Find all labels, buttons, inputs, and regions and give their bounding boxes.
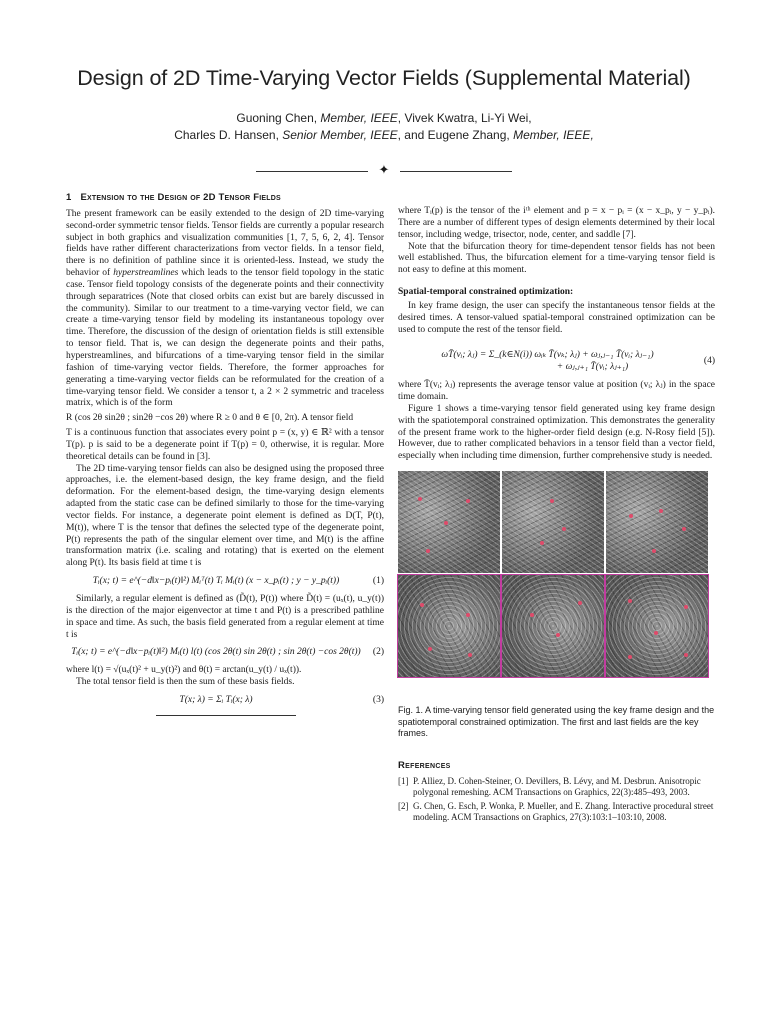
degenerate-point-marker [684,653,688,657]
degenerate-point-marker [578,601,582,605]
figure-caption: Fig. 1. A time-varying tensor field generated using the key frame design and the spatiotemporal constrained optimization. The first and last fields are the key frames. [398,705,715,739]
degenerate-point-marker [628,655,632,659]
tensor-field-figure [398,471,715,677]
section-paragraph: Figure 1 shows a time-varying tensor field generated using key frame design with the spatiotemporal constrained optimization. This demonstrates the generality of the present frame work to the higher-order field design (e.g. N-Rosy field [5]). However, due to rather complicated behaviors in a tensor field than a vector field, especially when including time dimension, further comprehensive study is needed. [398,403,715,462]
singularity-markers [398,471,500,573]
section-paragraph: The total tensor field is then the sum of these basis fields. [76,677,295,688]
field-frame-2 [502,471,604,573]
degenerate-point-marker [652,549,656,553]
degenerate-point-marker [428,647,432,651]
degenerate-point-marker [562,527,566,531]
reference-number: [1] [398,776,409,787]
singularity-markers [502,575,604,677]
degenerate-point-marker [682,527,686,531]
matrix-line: R (cos 2θ sin2θ ; sin2θ −cos 2θ) where R ≥ 0 and θ ∈ [0, 2π). A tensor field [66,413,354,424]
reference-text: P. Alliez, D. Cohen-Steiner, O. Devillers, B. Lévy, and M. Desbrun. Anisotropic polygonal remeshing. ACM Transactions on Graphics, 22(3):485–493, 2003. [413,776,701,798]
divider-line-right [400,171,512,172]
singularity-markers [606,575,708,677]
equation-4: ωT̄(vᵢ; λⱼ) = Σ_(k∈N(i)) ωᵢₖ T̄(vₖ; λⱼ) + ωⱼ,ⱼ₋₁ T̄(vᵢ; λⱼ₋₁) + ωⱼ,ⱼ₊₁ T̄(vᵢ; λⱼ₊₁) (4) [441,350,715,373]
section-paragraph: Similarly, a regular element is defined as (D̃(t), P(t)) where D̃(t) = (uₓ(t), u_y(t)) is the direction of the major eigenvector at time t and P(t) is a prescribed pathline in space and time. As such, the basis field generated from a regular element at time t is [66,594,384,640]
section-heading: 1 Extension to the Design of 2D Tensor Fields [66,192,281,203]
equation-3: T(x; λ) = Σᵢ Tᵢ(x; λ) (3) [179,694,384,705]
section-paragraph: The present framework can be easily extended to the design of 2D time-varying second-order symmetric tensor fields. Tensor fields are currently a popular research subject in both graphics and visualization communities [1, 7, 5, 6, 2, 4]. Tensor fields have rather different characterizations from vector fields. In a tensor field, there is no definition of pathline since it is oriented-less. Instead, we study the behavior of hyperstreamlines which leads to the tensor field topology in the static case. Tensor field topology consists of the degenerate points and their connectivity through separatrices (Note that closed orbits can exist but are barely discussed in the community). Similar to our treatment to a time-varying vector field, we can create a time-varying tensor field by modeling its instantaneous topology over time. Therefore, the discussion of the design of orientation fields is still extensible to tensor field. That is, we can design the degenerate points and their paths, hyperstreamlines, and bifurcations of a time-varying tensor field in the similar fashion of time-varying vector fields. Therefore, the former approaches for generating a time-varying vector fields can be reformulated for the creation of a time-varying tensor field. We consider a tensor t, a 2 × 2 symmetric and traceless matrix, which is of the form [66,208,384,409]
field-frame-6 [606,575,708,677]
singularity-markers [398,575,500,677]
degenerate-point-marker [468,653,472,657]
field-frame-1 [398,471,500,573]
reference-item [398,776,715,798]
section-paragraph: where l(t) = √(uₓ(t)² + u_y(t)²) and θ(t) = arctan(u_y(t) / uₓ(t)). [66,665,302,676]
degenerate-point-marker [540,541,544,545]
reference-text: G. Chen, G. Esch, P. Wonka, P. Mueller, and E. Zhang. Interactive procedural street modeling. ACM Transactions on Graphics, 27(3):103:1–103:10, 2008. [413,801,714,823]
left-column [66,192,384,716]
divider-line-left [256,171,368,172]
section-paragraph: The 2D time-varying tensor fields can also be designed using the proposed three approaches, i.e. the element-based design, the key frame design, and the field deformation. For the element-based design, the time-varying design elements adapted from the static case can be defined similarly to those for the time-varying vector fields. For instance, a degenerate point element is defined as D(T, P(t), M(t)), where T is the tensor that defines the selected type of the degenerate point, P(t) represents the path of the singular element over time, and M(t) is the affine transformation matrix (i.e. scaling and rotating) that is exerted on the element along P(t). Its basis field at time t is [66,463,384,569]
equation-1: Tᵢ(x; t) = e^(−d‖x−pᵢ(t)‖²) Mᵢᵀ(t) Tᵢ Mᵢ(t) (x − x_pᵢ(t) ; y − y_pᵢ(t)) (1) [92,576,384,587]
degenerate-point-marker [629,514,633,518]
paper-title: Design of 2D Time-Varying Vector Fields (Supplemental Material) [77,66,691,90]
field-frame-3 [606,471,708,573]
degenerate-point-marker [659,509,663,513]
section-paragraph: T is a continuous function that associates every point p = (x, y) ∈ ℝ² with a tensor T(p). p is said to be a degenerate point if T(p) = 0, otherwise, it is regular. More theoretical details can be found in [3]. [66,428,384,462]
singularity-markers [502,471,604,573]
equation-2: Tᵢ(x; t) = e^(−d‖x−pᵢ(t)‖²) Mᵢ(t) l(t) (cos 2θ(t) sin 2θ(t) ; sin 2θ(t) −cos 2θ(t)) (2) [71,647,384,658]
reference-number: [2] [398,801,409,812]
section-paragraph: In key frame design, the user can specify the instantaneous tensor fields at the desired times. A tensor-valued spatial-temporal constrained optimization can be used to compute the rest of the tensor field. [398,300,715,335]
degenerate-point-marker [684,605,688,609]
degenerate-point-marker [628,599,632,603]
footnote-rule [156,715,296,716]
section-paragraph: Note that the bifurcation theory for time-dependent tensor fields has not been well established. Thus, the bifurcation element for a time-varying tensor field is not easy to define at this moment. [398,241,715,276]
reference-list [398,776,715,823]
section-paragraph: where Tᵢ(p) is the tensor of the iᵗʰ element and p = x − pᵢ = (x − x_pᵢ, y − y_pᵢ). There are a number of different types of design elements determined by their local tensor, including wedge, trisector, node, center, and saddle [7]. [398,206,715,240]
right-column [398,206,715,826]
degenerate-point-marker [466,499,470,503]
degenerate-point-marker [444,521,448,525]
degenerate-point-marker [550,499,554,503]
degenerate-point-marker [654,631,658,635]
degenerate-point-marker [420,603,424,607]
degenerate-point-marker [530,613,534,617]
author-line-1: Guoning Chen, Member, IEEE, Vivek Kwatra, Li-Yi Wei, [236,111,532,125]
degenerate-point-marker [556,633,560,637]
author-list [0,110,768,144]
degenerate-point-marker [426,549,430,553]
subsection-heading: Spatial-temporal constrained optimization: [398,287,574,298]
title-divider [256,162,512,182]
section-paragraph: where T̄(vᵢ; λⱼ) represents the average tensor value at position (vᵢ; λⱼ) in the space time domain. [398,380,715,402]
reference-item [398,801,715,823]
diamond-star-icon: ✦ [378,163,390,178]
degenerate-point-marker [466,613,470,617]
singularity-markers [606,471,708,573]
references-heading: References [398,759,451,771]
field-frame-5 [502,575,604,677]
author-line-2: Charles D. Hansen, Senior Member, IEEE, and Eugene Zhang, Member, IEEE, [174,128,594,142]
degenerate-point-marker [418,497,422,501]
field-frame-4 [398,575,500,677]
